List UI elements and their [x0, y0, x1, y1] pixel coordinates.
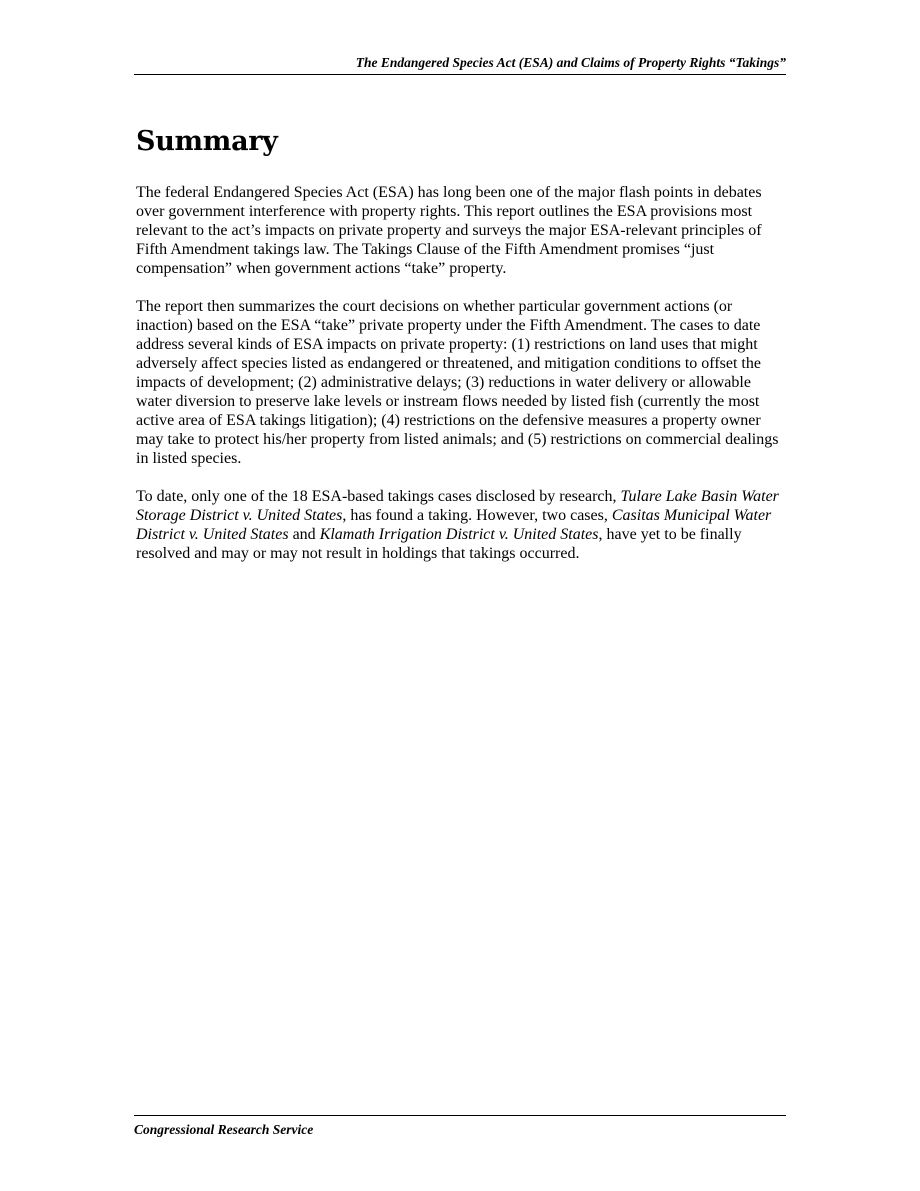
case-name-casitas: Casitas Municipal Water District v. United States [136, 507, 772, 543]
summary-paragraph-3 [136, 487, 788, 563]
paragraph-3-text-2: , has found a taking. However, two cases, [342, 507, 612, 524]
case-name-klamath: Klamath Irrigation District v. United States [319, 526, 599, 543]
summary-paragraph-2: The report then summarizes the court decisions on whether particular government actions (or inaction) based on the ESA “take” private property under the Fifth Amendment. The cases to date address several kinds of ESA impacts on private property: (1) restrictions on land uses that might adversely affect species listed as endangered or threatened, and mitigation conditions to offset the impacts of development; (2) administrative delays; (3) reductions in water delivery or allowable water diversion to preserve lake levels or instream flows needed by listed fish (currently the most active area of ESA takings litigation); (4) restrictions on the defensive measures a property owner may take to protect his/her property from listed animals; and (5) restrictions on commercial dealings in listed species. [136, 298, 779, 467]
page-title: Summary [136, 126, 278, 157]
summary-paragraph-1: The federal Endangered Species Act (ESA) has long been one of the major flash points in debates over government interference with property rights. This report outlines the ESA provisions most relevant to the act’s impacts on private property and surveys the major ESA-relevant principles of Fifth Amendment takings law. The Takings Clause of the Fifth Amendment promises “just compensation” when government actions “take” property. [136, 184, 762, 277]
paragraph-3-text-1: To date, only one of the 18 ESA-based takings cases disclosed by research, [136, 488, 621, 505]
paragraph-3-text-4: , have yet to be finally resolved and may or may not result in holdings that takings occurred. [136, 526, 742, 562]
case-name-tulare-lake: Tulare Lake Basin Water Storage District v. United States [136, 488, 779, 524]
summary-section [136, 120, 788, 563]
paragraph-3-text-3: and [288, 526, 320, 543]
running-header: The Endangered Species Act (ESA) and Claims of Property Rights “Takings” [134, 54, 786, 75]
running-footer: Congressional Research Service [134, 1115, 786, 1139]
